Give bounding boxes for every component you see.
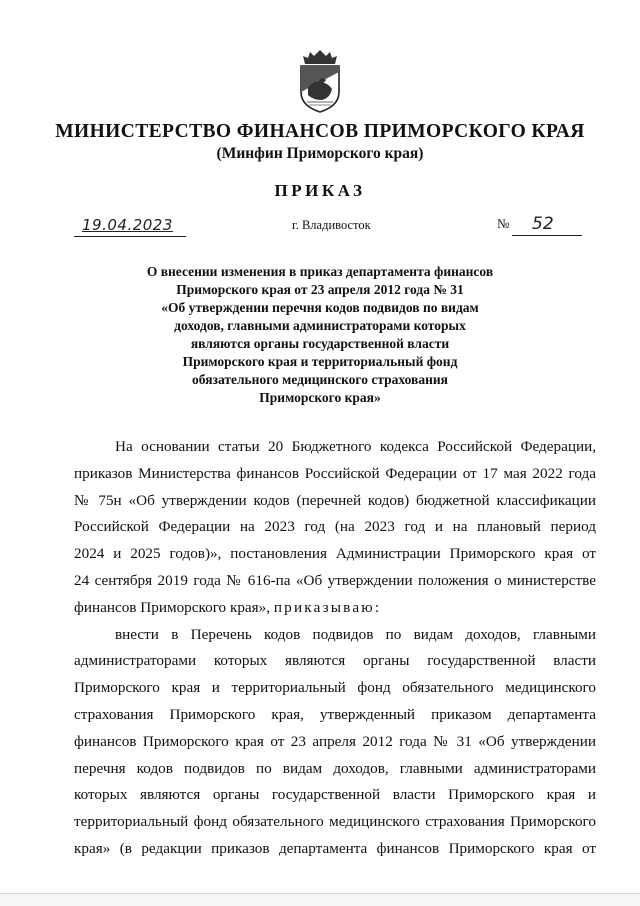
ministry-short-name: (Минфин Приморского края) (216, 145, 424, 162)
order-word: приказываю: (273, 598, 382, 616)
document-body (74, 434, 596, 863)
text-line: внести в Перечень кодов подвидов по видам доходов, главными (115, 625, 596, 643)
paragraph-order (74, 622, 596, 863)
number-field (512, 215, 582, 236)
text-line: Приморского края и территориальный фонд обязательного медицинского (74, 679, 596, 697)
subject-line: обязательного медицинского страхования (192, 372, 448, 387)
paragraph-basis (74, 434, 596, 622)
text-line: На основании статьи 20 Бюджетного кодекса Российской Федерации, (115, 438, 596, 455)
subject-line: доходов, главными администраторами которых (174, 318, 466, 333)
text-line: № 75н «Об утверждении кодов (перечней кодов) бюджетной классификации (74, 491, 596, 509)
handwritten-number: 52 (532, 214, 554, 234)
subject-line: «Об утверждении перечня кодов подвидов по видам (161, 300, 479, 315)
text-line: 2024 и 2025 годов)», постановления Администрации Приморского края от (74, 545, 596, 563)
text-line: страхования Приморского края, утвержденный приказом департамента (74, 705, 596, 723)
page-edge (0, 893, 640, 906)
handwritten-date: 19.04.2023 (82, 216, 173, 234)
subject-line: Приморского края» (259, 390, 381, 405)
text-line: финансов Приморского края от 23 апреля 2012 года № 31 «Об утверждении (74, 732, 596, 750)
text-line: края» (в редакции приказов департамента финансов Приморского края от (74, 839, 596, 857)
city: г. Владивосток (292, 218, 371, 232)
ministry-title: МИНИСТЕРСТВО ФИНАНСОВ ПРИМОРСКОГО КРАЯ (55, 121, 585, 142)
subject-line: являются органы государственной власти (190, 336, 450, 351)
subject-line: Приморского края от 23 апреля 2012 года № 31 (176, 282, 464, 297)
text-line: Российской Федерации на 2023 год (на 2023 год и на плановый период (74, 518, 596, 536)
subject-line: Приморского края и территориальный фонд (182, 354, 458, 369)
text-line: 24 сентября 2019 года № 616-па «Об утверждении положения о министерстве (74, 571, 596, 589)
text-fragment: финансов Приморского края», (74, 598, 271, 616)
text-line: территориальный фонд обязательного медицинского страхования Приморского (74, 813, 596, 831)
number-label: № (497, 216, 510, 231)
document-type: ПРИКАЗ (274, 181, 366, 200)
text-line: перечня кодов подвидов по видам доходов, главными администраторами (74, 759, 596, 777)
date-field (74, 215, 186, 237)
coat-of-arms-emblem (295, 48, 345, 114)
text-line: которых являются органы государственной власти Приморского края и (74, 786, 596, 804)
text-line: приказов Министерства финансов Российской Федерации от 17 мая 2022 года (74, 464, 596, 482)
text-line (74, 595, 596, 622)
order-subject (90, 263, 550, 407)
text-line: администраторами которых являются органы государственной власти (74, 652, 596, 670)
subject-line: О внесении изменения в приказ департамента финансов (146, 264, 494, 279)
